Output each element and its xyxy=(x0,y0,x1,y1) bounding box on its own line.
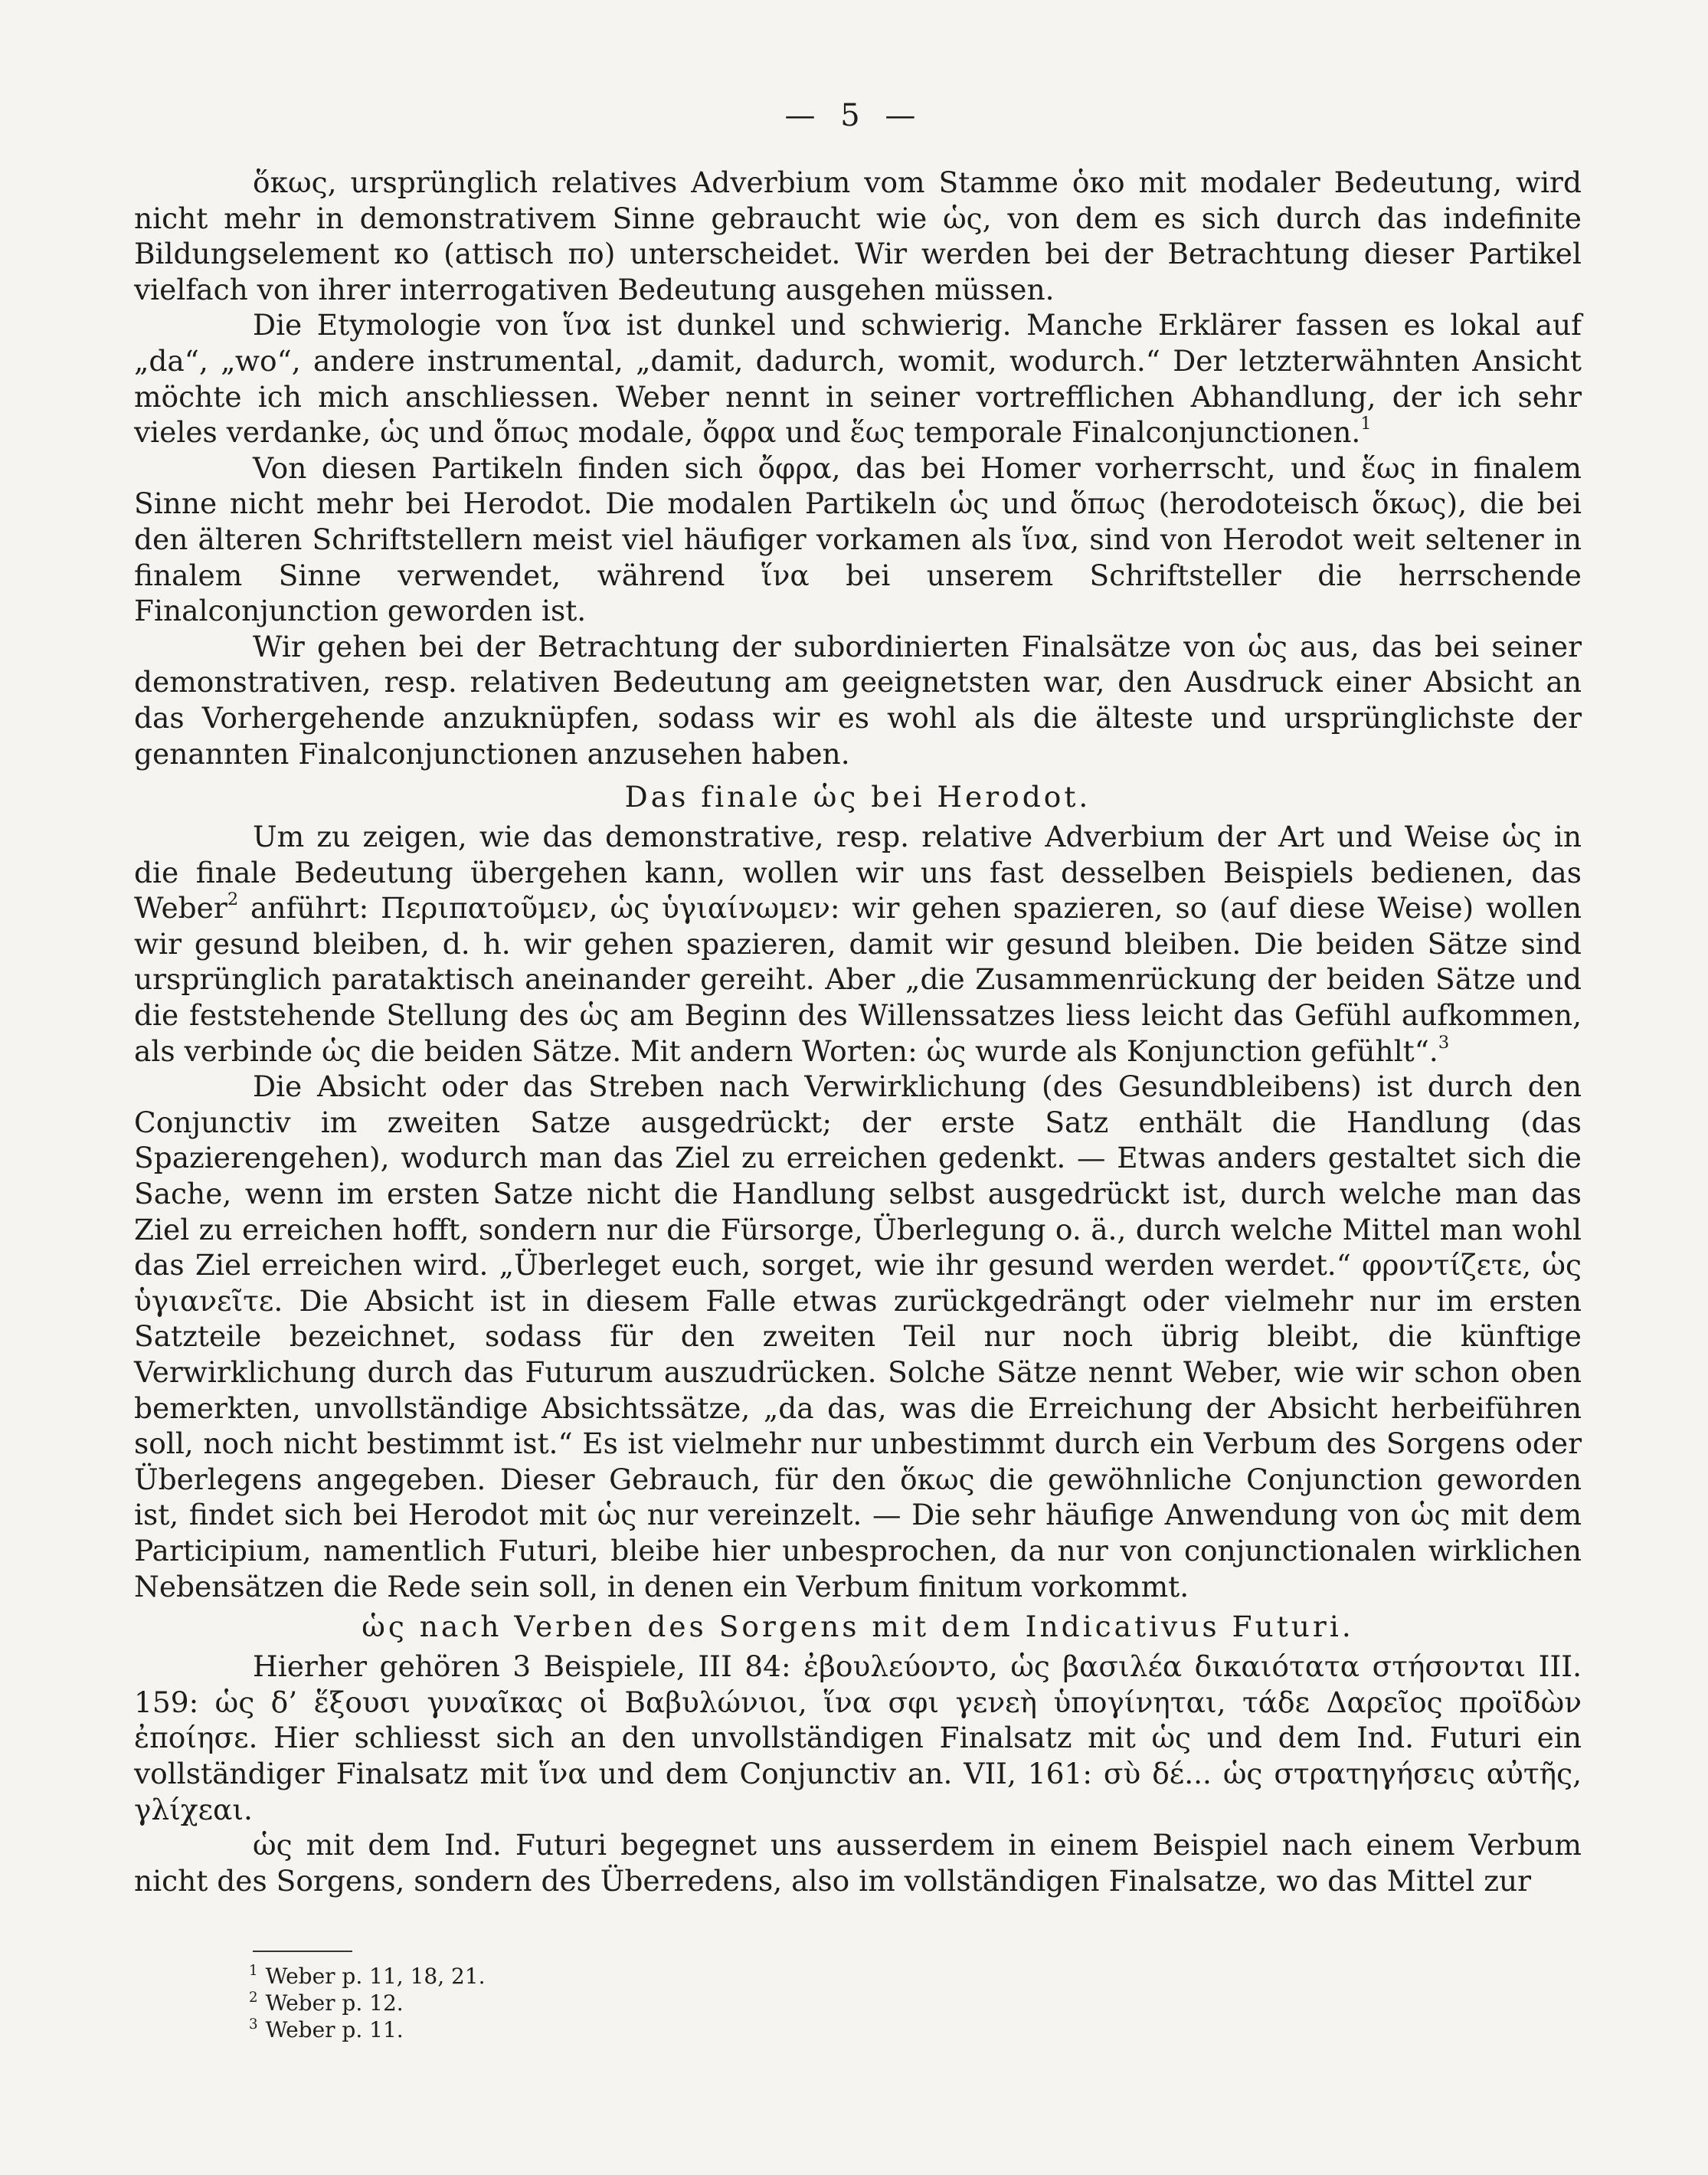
paragraph xyxy=(134,165,1582,307)
paragraph-text: Hierher gehören 3 Beispiele, III 84: ἐβουλεύοντο, ὡς βασιλέα δικαιότατα στήσονται III. 159: ὡς δ’ ἕξουσι γυναῖκας οἱ Βαβυλώνιοι, ἵνα σφι γενεὴ ὑπογίνηται, τάδε Δαρεῖος προϊδὼν ἐποίησε. Hier schliesst sich an den unvollständigen Finalsatz mit ὡς und dem Ind. Futuri ein vollständiger Finalsatz mit ἵνα und dem Conjunctiv an. VII, 161: σὺ δέ... ὡς στρατηγήσεις αὐτῆς, γλίχεαι. xyxy=(134,1649,1582,1826)
paragraph-text: Um zu zeigen, wie das demonstrative, resp. relative Adverbium der Art und Weise ὡς in die finale Bedeutung übergehen kann, wollen wir uns fast desselben Beispiels bedienen, das Weber xyxy=(134,820,1582,925)
paragraph xyxy=(134,450,1582,629)
main-text xyxy=(134,165,1582,1898)
paragraph xyxy=(134,1649,1582,1827)
footnote-text: Weber p. 11, 18, 21. xyxy=(265,1964,486,1989)
paragraph-text: anführt: Περιπατοῦμεν, ὡς ὑγιαίνωμεν: wir gehen spazieren, so (auf diese Weise) wollen wir gesund bleiben, d. h. wir gehen spazieren, damit wir gesund bleiben. Die beiden Sätze sind ursprünglich parataktisch aneinander gereiht. Aber „die Zusammenrückung der beiden Sätze und die feststehende Stellung des ὡς am Beginn des Willenssatzes liess leicht das Gefühl aufkommen, als verbinde ὡς die beiden Sätze. Mit andern Worten: ὡς wurde als Konjunction gefühlt“. xyxy=(134,891,1582,1068)
paragraph-text: Wir gehen bei der Betrachtung der subordinierten Finalsätze von ὡς aus, das bei seiner demonstrativen, resp. relativen Bedeutung am geeignetsten war, den Ausdruck einer Absicht an das Vorhergehende anzuknüpfen, sodass wir es wohl als die älteste und ursprünglichste der genannten Finalconjunctionen anzusehen haben. xyxy=(134,629,1582,771)
paragraph-text: Von diesen Partikeln finden sich ὄφρα, das bei Homer vorherrscht, und ἕως in finalem Sinne nicht mehr bei Herodot. Die modalen Partikeln ὡς und ὅπως (herodoteisch ὅκως), die bei den älteren Schriftstellern meist viel häufiger vorkamen als ἵνα, sind von Herodot weit seltener in finalem Sinne verwendet, während ἵνα bei unserem Schriftsteller die herrschende Finalconjunction geworden ist. xyxy=(134,450,1582,628)
section-heading: Das finale ὡς bei Herodot. xyxy=(624,780,1091,814)
paragraph xyxy=(134,307,1582,450)
paragraph xyxy=(134,629,1582,771)
paragraph-text: ὅκως, ursprünglich relatives Adverbium vom Stamme ὁκο mit modaler Bedeutung, wird nicht mehr in demonstrativem Sinne gebraucht wie ὡς, von dem es sich durch das indefinite Bildungselement κο (attisch πο) unterscheidet. Wir werden bei der Betrachtung dieser Partikel vielfach von ihrer interrogativen Bedeutung ausgehen müssen. xyxy=(134,165,1582,306)
footnote-mark: 3 xyxy=(249,2016,258,2033)
footnote xyxy=(249,2016,785,2043)
footnotes xyxy=(249,1963,785,2043)
paragraph-text: Die Etymologie von ἵνα ist dunkel und schwierig. Manche Erklärer fassen es lokal auf „da“, „wo“, andere instrumental, „damit, dadurch, womit, wodurch.“ Der letzterwähnten Ansicht möchte ich mich anschliessen. Weber nennt in seiner vortrefflichen Abhandlung, der ich sehr vieles verdanke, ὡς und ὅπως modale, ὄφρα und ἕως temporale Finalconjunctionen. xyxy=(134,308,1582,450)
footnote-ref: 1 xyxy=(1360,414,1372,434)
section-heading: ὡς nach Verben des Sorgens mit dem Indicativus Futuri. xyxy=(362,1610,1354,1644)
footnote-text: Weber p. 11. xyxy=(265,2017,404,2042)
footnote xyxy=(249,1990,785,2016)
page-number: — 5 — xyxy=(784,98,924,133)
footnote xyxy=(249,1963,785,1990)
paragraph-text: ὡς mit dem Ind. Futuri begegnet uns ausserdem in einem Beispiel nach einem Verbum nicht des Sorgens, sondern des Überredens, also im vollständigen Finalsatze, wo das Mittel zur xyxy=(134,1828,1582,1898)
paragraph-text: Die Absicht oder das Streben nach Verwirklichung (des Gesundbleibens) ist durch den Conjunctiv im zweiten Satze ausgedrückt; der erste Satz enthält die Handlung (das Spazierengehen), wodurch man das Ziel zu erreichen gedenkt. — Etwas anders gestaltet sich die Sache, wenn im ersten Satze nicht die Handlung selbst ausgedrückt ist, durch welche man das Ziel zu erreichen hofft, sondern nur die Fürsorge, Überlegung o. ä., durch welche Mittel man wohl das Ziel erreichen wird. „Überleget euch, sorget, wie ihr gesund werden werdet.“ φροντίζετε, ὡς ὑγιανεῖτε. Die Absicht ist in diesem Falle etwas zurückgedrängt oder vielmehr nur im ersten Satzteile bezeichnet, sodass für den zweiten Teil nur noch übrig bleibt, die künftige Verwirklichung durch das Futurum auszudrücken. Solche Sätze nennt Weber, wie wir schon oben bemerkten, unvollständige Absichtssätze, „da das, was die Erreichung der Absicht herbeiführen soll, noch nicht bestimmt ist.“ Es ist vielmehr nur unbestimmt durch ein Verbum des Sorgens oder Überlegens angegeben. Dieser Gebrauch, für den ὅκως die gewöhnliche Conjunction geworden ist, findet sich bei Herodot mit ὡς nur vereinzelt. — Die sehr häufige Anwendung von ὡς mit dem Participium, namentlich Futuri, bleibe hier unbesprochen, da nur von conjunctionalen wirklichen Nebensätzen die Rede sein soll, in denen ein Verbum finitum vorkommt. xyxy=(134,1069,1582,1603)
footnote-text: Weber p. 12. xyxy=(265,1990,404,2016)
paragraph xyxy=(134,819,1582,1069)
footnote-mark: 1 xyxy=(249,1963,258,1980)
footnote-divider xyxy=(253,1951,352,1952)
footnote-mark: 2 xyxy=(249,1990,258,2006)
footnote-ref: 2 xyxy=(227,889,239,910)
paragraph xyxy=(134,1827,1582,1898)
footnote-ref: 3 xyxy=(1438,1032,1450,1053)
paragraph xyxy=(134,1069,1582,1604)
